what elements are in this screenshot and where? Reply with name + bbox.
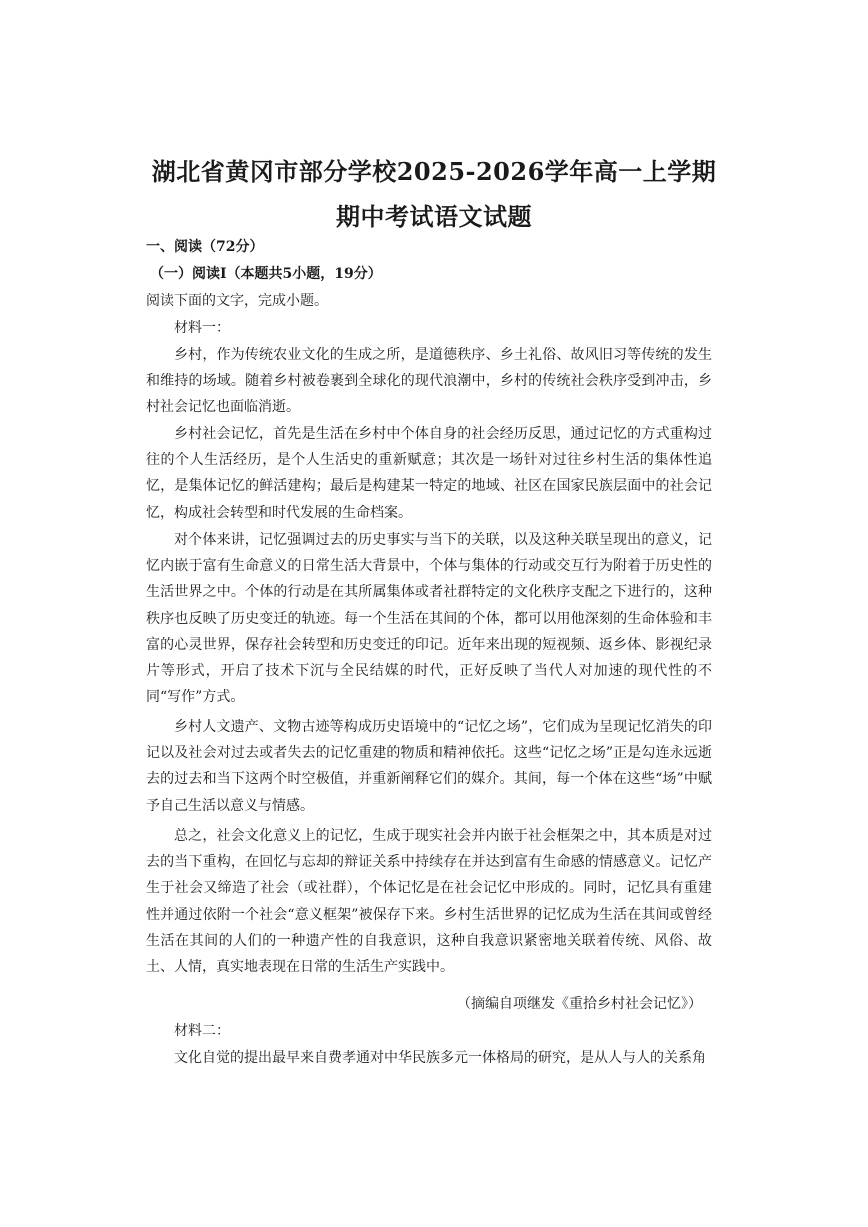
material-one-label: 材料一： <box>174 320 230 336</box>
material-two-paragraph: 文化自觉的提出最早来自费孝通对中华民族多元一体格局的研究，是从人与人的关系角 <box>174 1050 706 1066</box>
sub-heading: （一）阅读Ⅰ（本题共5小题，19分） <box>150 266 382 282</box>
material-one-source: （摘编自项继发《重拾乡村社会记忆》） <box>457 996 702 1012</box>
material-two-label: 材料二： <box>174 1023 230 1039</box>
material-one-paragraph: 总之，社会文化意义上的记忆，生成于现实社会并内嵌于社会框架之中，其本质是对过去的当下重构，在回忆与忘却的辩证关系中持续存在并达到富有生命感的情感意义。记忆产生于社会又缔造了社会（或社群），个体记忆是在社会记忆中形成的。同时，记忆具有重建性并通过依附一个社会“意义框架”被保存下来。乡村生活世界的记忆成为生活在其间或曾经生活在其间的人们的一种遗产性的自我意识，这种自我意识紧密地关联着传统、风俗、故土、人情，真实地表现在日常的生活生产实践中。 <box>146 828 712 976</box>
material-one-paragraph: 乡村，作为传统农业文化的生成之所，是道德秩序、乡土礼俗、故风旧习等传统的发生和维持的场域。随着乡村被卷裹到全球化的现代浪潮中，乡村的传统社会秩序受到冲击，乡村社会记忆也面临消逝。 <box>146 347 712 416</box>
material-one-paragraph: 对个体来讲，记忆强调过去的历史事实与当下的关联，以及这种关联呈现出的意义，记忆内嵌于富有生命意义的日常生活大背景中，个体与集体的行动或交互行为附着于历史性的生活世界之中。个体的行动是在其所属集体或者社群特定的文化秩序支配之下进行的，这种秩序也反映了历史变迁的轨迹。每一个生活在其间的个体，都可以用他深刻的生命体验和丰富的心灵世界，保存社会转型和历史变迁的印记。近年来出现的短视频、返乡体、影视纪录片等形式，开启了技术下沉与全民结媒的时代，正好反映了当代人对加速的现代性的不同“写作”方式。 <box>146 532 712 706</box>
material-one-paragraph: 乡村社会记忆，首先是生活在乡村中个体自身的社会经历反思，通过记忆的方式重构过往的个人生活经历，是个人生活史的重新赋意；其次是一场针对过往乡村生活的集体性追忆，是集体记忆的鲜活建构；最后是构建某一特定的地域、社区在国家民族层面中的社会记忆，构成社会转型和时代发展的生命档案。 <box>146 426 712 521</box>
instruction: 阅读下面的文字，完成小题。 <box>146 293 328 309</box>
section-heading: 一、阅读（72分） <box>146 239 264 255</box>
material-one-paragraph: 乡村人文遗产、文物古迹等构成历史语境中的“记忆之场”，它们成为呈现记忆消失的印记以及社会对过去或者失去的记忆重建的物质和精神依托。这些“记忆之场”正是勾连永远逝去的过去和当下这两个时空极值，并重新阐释它们的媒介。其间，每一个体在这些“场”中赋予自己生活以意义与情感。 <box>146 719 712 814</box>
exam-subtitle: 期中考试语文试题 <box>336 202 532 231</box>
exam-title: 湖北省黄冈市部分学校2025-2026学年高一上学期 <box>151 157 717 186</box>
